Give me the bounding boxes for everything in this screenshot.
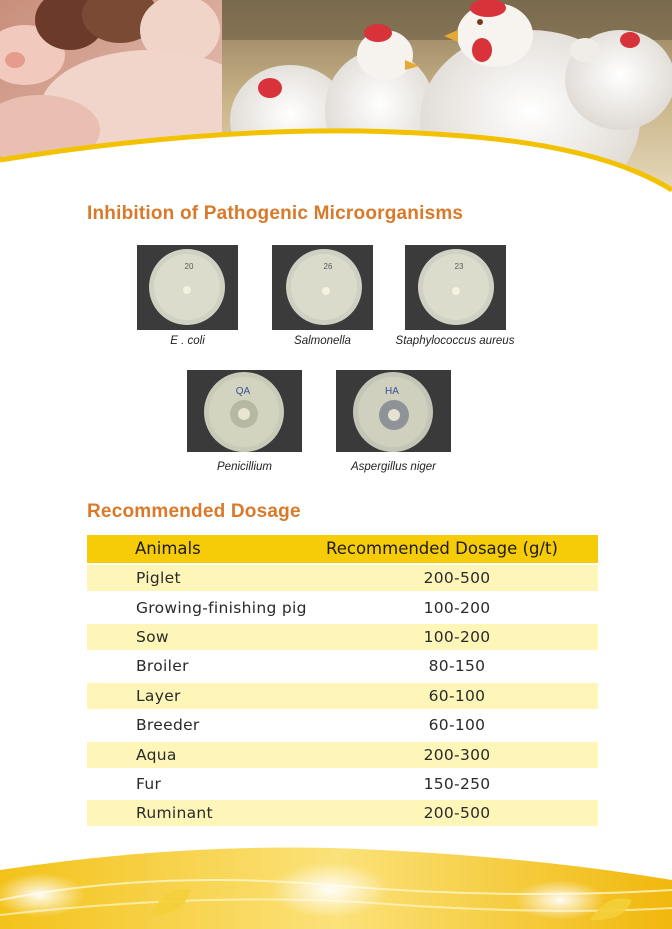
dish-label: Penicillium	[217, 461, 272, 473]
cell-dosage: 150-250	[423, 775, 491, 793]
dish-marking: 26	[323, 262, 333, 271]
cell-animal: Broiler	[136, 657, 189, 675]
table-row	[87, 624, 598, 650]
golden-wave-graphic	[0, 820, 672, 929]
cell-animal: Piglet	[136, 569, 181, 587]
dish-marking: HA	[385, 386, 399, 397]
table-row	[87, 742, 598, 768]
cell-animal: Fur	[136, 775, 162, 793]
dish-label: E . coli	[170, 335, 205, 347]
dish-photo-salmonella	[272, 245, 373, 330]
dish-photo-penicillium	[187, 370, 302, 452]
table-row	[87, 712, 598, 738]
dish-marking: 23	[454, 262, 464, 271]
table-row	[87, 653, 598, 679]
cell-dosage: 100-200	[423, 599, 491, 617]
cell-animal: Growing-finishing pig	[136, 599, 307, 617]
cell-dosage: 80-150	[428, 657, 486, 675]
column-header-animals: Animals	[135, 539, 201, 558]
cell-dosage: 200-300	[423, 746, 491, 764]
inhibition-heading: Inhibition of Pathogenic Microorganisms	[87, 203, 464, 224]
footer-decoration	[0, 820, 672, 929]
cell-animal: Breeder	[136, 716, 200, 734]
dish-label: Staphylococcus aureus	[395, 335, 515, 347]
dish-marking: QA	[235, 386, 251, 397]
cell-dosage: 200-500	[423, 569, 491, 587]
cell-animal: Aqua	[136, 746, 177, 764]
cell-dosage: 200-500	[423, 804, 491, 822]
table-row	[87, 683, 598, 709]
column-header-dosage: Recommended Dosage (g/t)	[326, 539, 558, 558]
dish-label: Salmonella	[294, 335, 351, 347]
dish-label: Aspergillus niger	[350, 461, 436, 473]
cell-animal: Layer	[136, 687, 181, 705]
dish-photo-ecoli	[137, 245, 238, 330]
dish-photo-aspergillus	[336, 370, 451, 452]
header-banner	[0, 0, 672, 200]
cell-dosage: 100-200	[423, 628, 491, 646]
table-row	[87, 771, 598, 797]
cell-animal: Ruminant	[136, 804, 213, 822]
table-row	[87, 565, 598, 591]
dish-marking: 20	[184, 262, 194, 271]
dish-photo-staphylococcus	[405, 245, 506, 330]
cell-dosage: 60-100	[428, 716, 486, 734]
dosage-heading: Recommended Dosage	[87, 501, 301, 522]
cell-animal: Sow	[136, 628, 169, 646]
livestock-photo	[0, 0, 672, 200]
table-row	[87, 595, 598, 621]
cell-dosage: 60-100	[428, 687, 486, 705]
table-header	[87, 535, 598, 563]
